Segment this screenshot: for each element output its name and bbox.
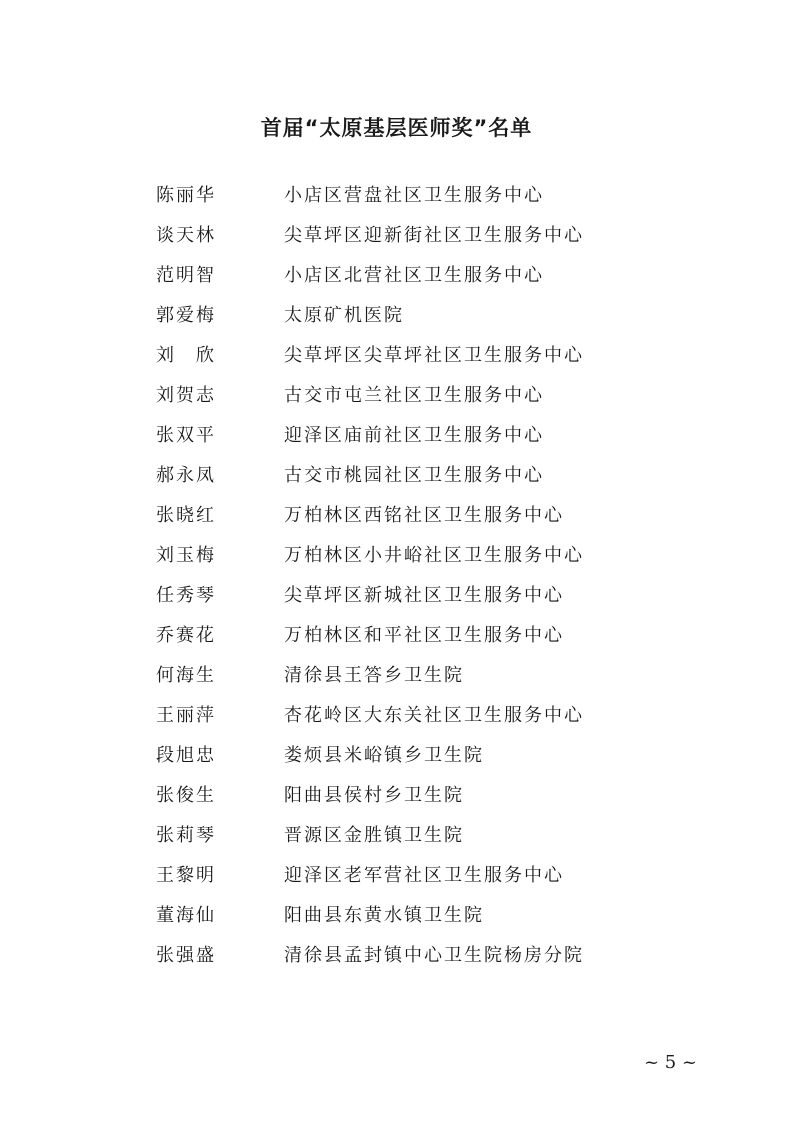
recipient-organization: 古交市桃园社区卫生服务中心	[284, 465, 544, 486]
recipient-organization: 小店区北营社区卫生服务中心	[284, 265, 544, 286]
list-item	[156, 334, 656, 374]
list-item	[156, 574, 656, 614]
recipient-name: 谈天林	[156, 225, 216, 246]
recipient-name: 张俊生	[156, 785, 216, 806]
award-list	[156, 174, 656, 974]
recipient-organization: 古交市屯兰社区卫生服务中心	[284, 385, 544, 406]
recipient-organization: 尖草坪区迎新街社区卫生服务中心	[284, 225, 584, 246]
list-item	[156, 254, 656, 294]
recipient-organization: 太原矿机医院	[284, 305, 404, 326]
recipient-organization: 清徐县王答乡卫生院	[284, 665, 464, 686]
list-item	[156, 494, 656, 534]
recipient-name: 任秀琴	[156, 585, 216, 606]
recipient-name: 段旭忠	[156, 745, 216, 766]
recipient-organization: 万柏林区小井峪社区卫生服务中心	[284, 545, 584, 566]
recipient-name: 乔赛花	[156, 625, 216, 646]
list-item	[156, 414, 656, 454]
recipient-organization: 万柏林区西铭社区卫生服务中心	[284, 505, 564, 526]
recipient-name: 张强盛	[156, 945, 216, 966]
recipient-organization: 杏花岭区大东关社区卫生服务中心	[284, 705, 584, 726]
recipient-organization: 娄烦县米峪镇乡卫生院	[284, 745, 484, 766]
list-item	[156, 654, 656, 694]
recipient-organization: 迎泽区老军营社区卫生服务中心	[284, 865, 564, 886]
list-item	[156, 774, 656, 814]
list-item	[156, 934, 656, 974]
recipient-name: 王黎明	[156, 865, 216, 886]
recipient-organization: 阳曲县侯村乡卫生院	[284, 785, 464, 806]
recipient-organization: 小店区营盘社区卫生服务中心	[284, 185, 544, 206]
list-item	[156, 174, 656, 214]
recipient-name: 郭爱梅	[156, 305, 216, 326]
recipient-organization: 阳曲县东黄水镇卫生院	[284, 905, 484, 926]
recipient-name: 张莉琴	[156, 825, 216, 846]
list-item	[156, 534, 656, 574]
recipient-name: 刘贺志	[156, 385, 216, 406]
recipient-organization: 清徐县孟封镇中心卫生院杨房分院	[284, 945, 584, 966]
recipient-organization: 晋源区金胜镇卫生院	[284, 825, 464, 846]
recipient-name: 何海生	[156, 665, 216, 686]
list-item	[156, 734, 656, 774]
recipient-organization: 尖草坪区新城社区卫生服务中心	[284, 585, 564, 606]
recipient-name: 刘 欣	[156, 345, 216, 366]
list-item	[156, 614, 656, 654]
list-item	[156, 814, 656, 854]
recipient-name: 董海仙	[156, 905, 216, 926]
recipient-name: 刘玉梅	[156, 545, 216, 566]
recipient-name: 王丽萍	[156, 705, 216, 726]
list-item	[156, 214, 656, 254]
document-title: 首届“太原基层医师奖”名单	[260, 116, 533, 140]
list-item	[156, 854, 656, 894]
recipient-organization: 万柏林区和平社区卫生服务中心	[284, 625, 564, 646]
recipient-organization: 迎泽区庙前社区卫生服务中心	[284, 425, 544, 446]
recipient-name: 郝永凤	[156, 465, 216, 486]
list-item	[156, 694, 656, 734]
recipient-name: 张晓红	[156, 505, 216, 526]
recipient-name: 范明智	[156, 265, 216, 286]
page-number: ~ 5 ~	[643, 1052, 697, 1073]
list-item	[156, 294, 656, 334]
list-item	[156, 454, 656, 494]
recipient-name: 张双平	[156, 425, 216, 446]
list-item	[156, 374, 656, 414]
recipient-name: 陈丽华	[156, 185, 216, 206]
recipient-organization: 尖草坪区尖草坪社区卫生服务中心	[284, 345, 584, 366]
list-item	[156, 894, 656, 934]
